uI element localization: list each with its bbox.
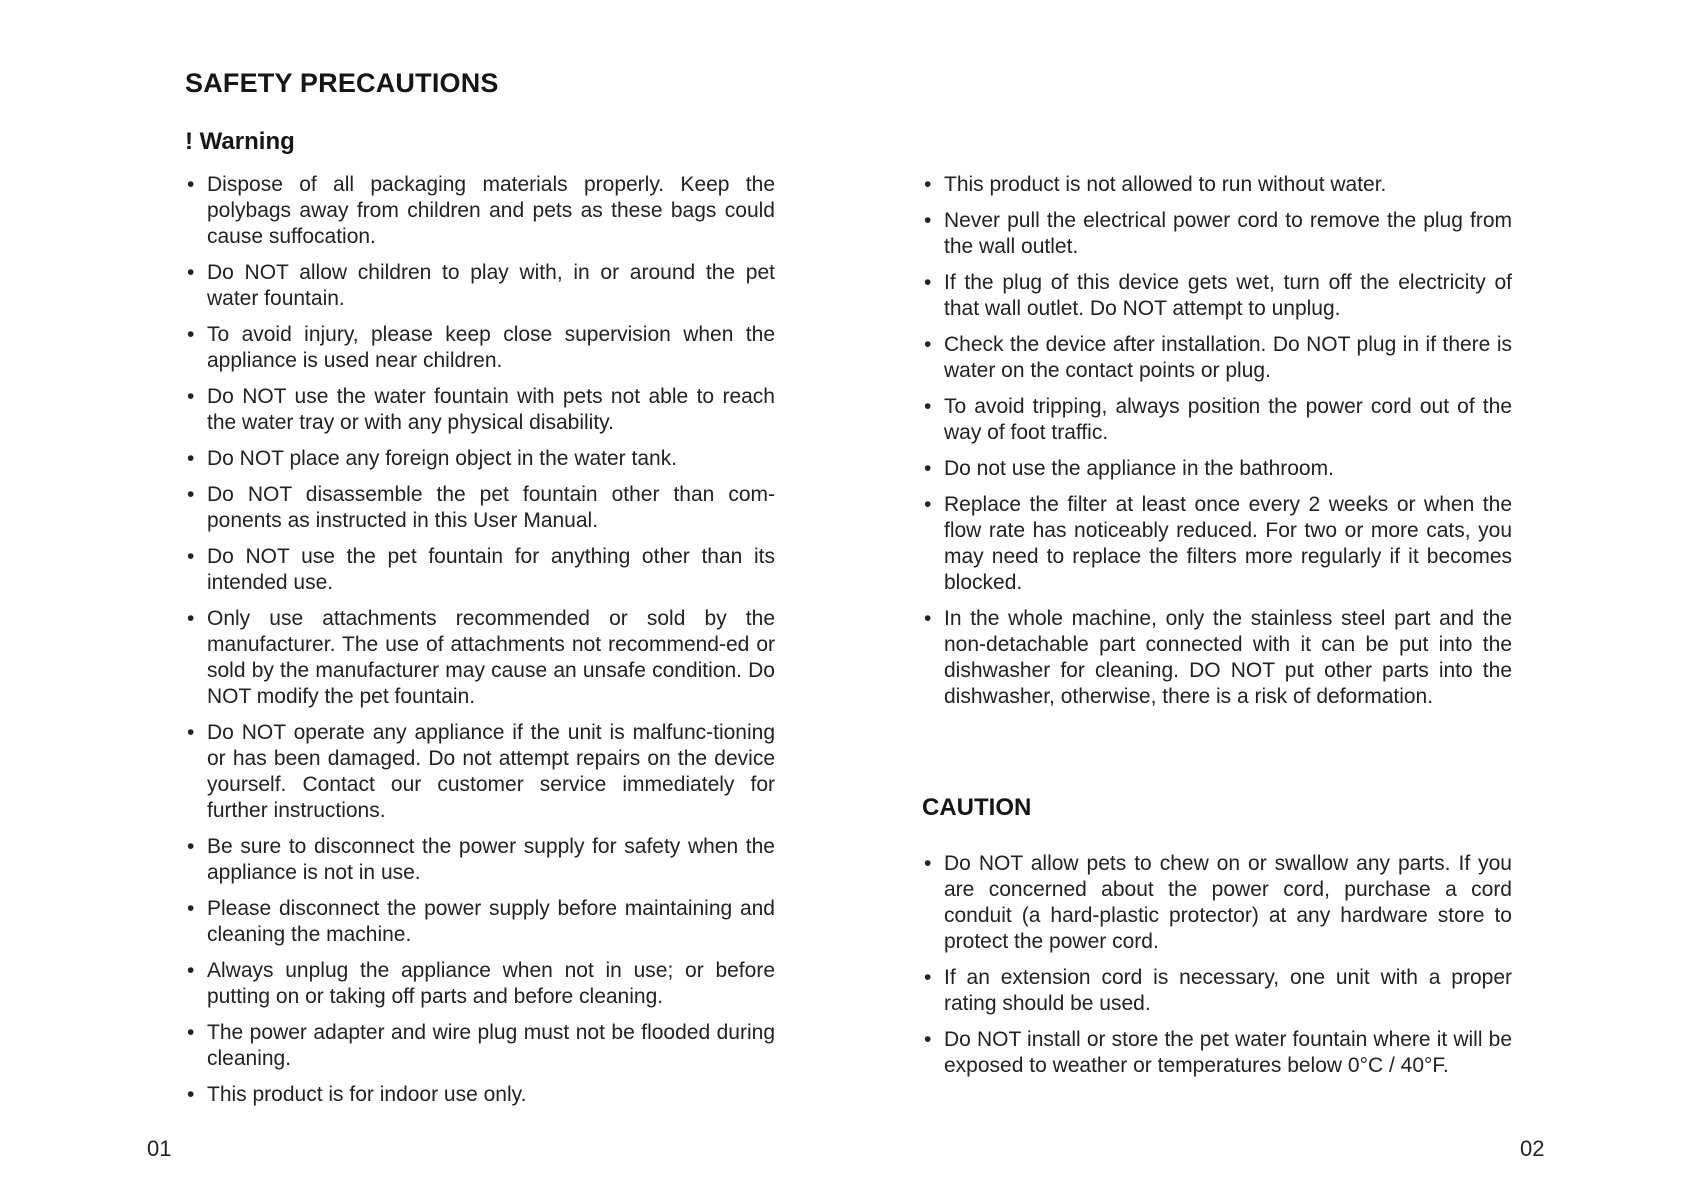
list-item: • This product is not allowed to run without water.: [922, 172, 1512, 198]
warning-heading: ! Warning: [185, 128, 295, 155]
page-title: SAFETY PRECAUTIONS: [185, 68, 499, 98]
list-item: • Do NOT place any foreign object in the water tank.: [185, 446, 775, 472]
list-item: • Dispose of all packaging materials properly. Keep the polybags away from children and pets as these bags could cause suffocation.: [185, 172, 775, 250]
page-number-right: 02: [1520, 1136, 1545, 1161]
list-item: • Do NOT use the water fountain with pets not able to reach the water tray or with any physical disability.: [185, 384, 775, 436]
list-item: • This product is for indoor use only.: [185, 1082, 775, 1108]
list-item: • To avoid injury, please keep close supervision when the appliance is used near children.: [185, 322, 775, 374]
list-item: • Always unplug the appliance when not in use; or before putting on or taking off parts and before cleaning.: [185, 958, 775, 1010]
list-item: • Do NOT operate any appliance if the unit is malfunc-tioning or has been damaged. Do not attempt repairs on the device yourself. Contact our customer service immediately for further instructions.: [185, 720, 775, 824]
list-item: • Do NOT use the pet fountain for anything other than its intended use.: [185, 544, 775, 596]
page-number-left: 01: [147, 1136, 172, 1161]
list-item: • To avoid tripping, always position the power cord out of the way of foot traffic.: [922, 394, 1512, 446]
list-item: • In the whole machine, only the stainless steel part and the non-detachable part connected with it can be put into the dishwasher for cleaning. DO NOT put other parts into the dishwasher, otherwise, there is a risk of deformation.: [922, 606, 1512, 710]
list-item: • Do NOT disassemble the pet fountain other than com-ponents as instructed in this User Manual.: [185, 482, 775, 534]
list-item: • If an extension cord is necessary, one unit with a proper rating should be used.: [922, 965, 1512, 1017]
caution-heading: CAUTION: [922, 794, 1032, 821]
caution-list: [922, 851, 1512, 1089]
list-item: • Do NOT allow children to play with, in or around the pet water fountain.: [185, 260, 775, 312]
list-item: • Replace the filter at least once every 2 weeks or when the flow rate has noticeably reduced. For two or more cats, you may need to replace the filters more regularly if it becomes blocked.: [922, 492, 1512, 596]
list-item: • Be sure to disconnect the power supply for safety when the appliance is not in use.: [185, 834, 775, 886]
list-item: • Never pull the electrical power cord to remove the plug from the wall outlet.: [922, 208, 1512, 260]
list-item: • Please disconnect the power supply before maintaining and cleaning the machine.: [185, 896, 775, 948]
list-item: • Check the device after installation. Do NOT plug in if there is water on the contact points or plug.: [922, 332, 1512, 384]
list-item: • Only use attachments recommended or sold by the manufacturer. The use of attachments not recommend-ed or sold by the manufacturer may cause an unsafe condition. Do NOT modify the pet fountain.: [185, 606, 775, 710]
list-item: • Do NOT install or store the pet water fountain where it will be exposed to weather or temperatures below 0°C / 40°F.: [922, 1027, 1512, 1079]
warning-list-right: [922, 172, 1512, 720]
list-item: • If the plug of this device gets wet, turn off the electricity of that wall outlet. Do NOT attempt to unplug.: [922, 270, 1512, 322]
list-item: • The power adapter and wire plug must not be flooded during cleaning.: [185, 1020, 775, 1072]
warning-list-left: [185, 172, 775, 1118]
list-item: • Do NOT allow pets to chew on or swallow any parts. If you are concerned about the power cord, purchase a cord conduit (a hard-plastic protector) at any hardware store to protect the power cord.: [922, 851, 1512, 955]
list-item: • Do not use the appliance in the bathroom.: [922, 456, 1512, 482]
